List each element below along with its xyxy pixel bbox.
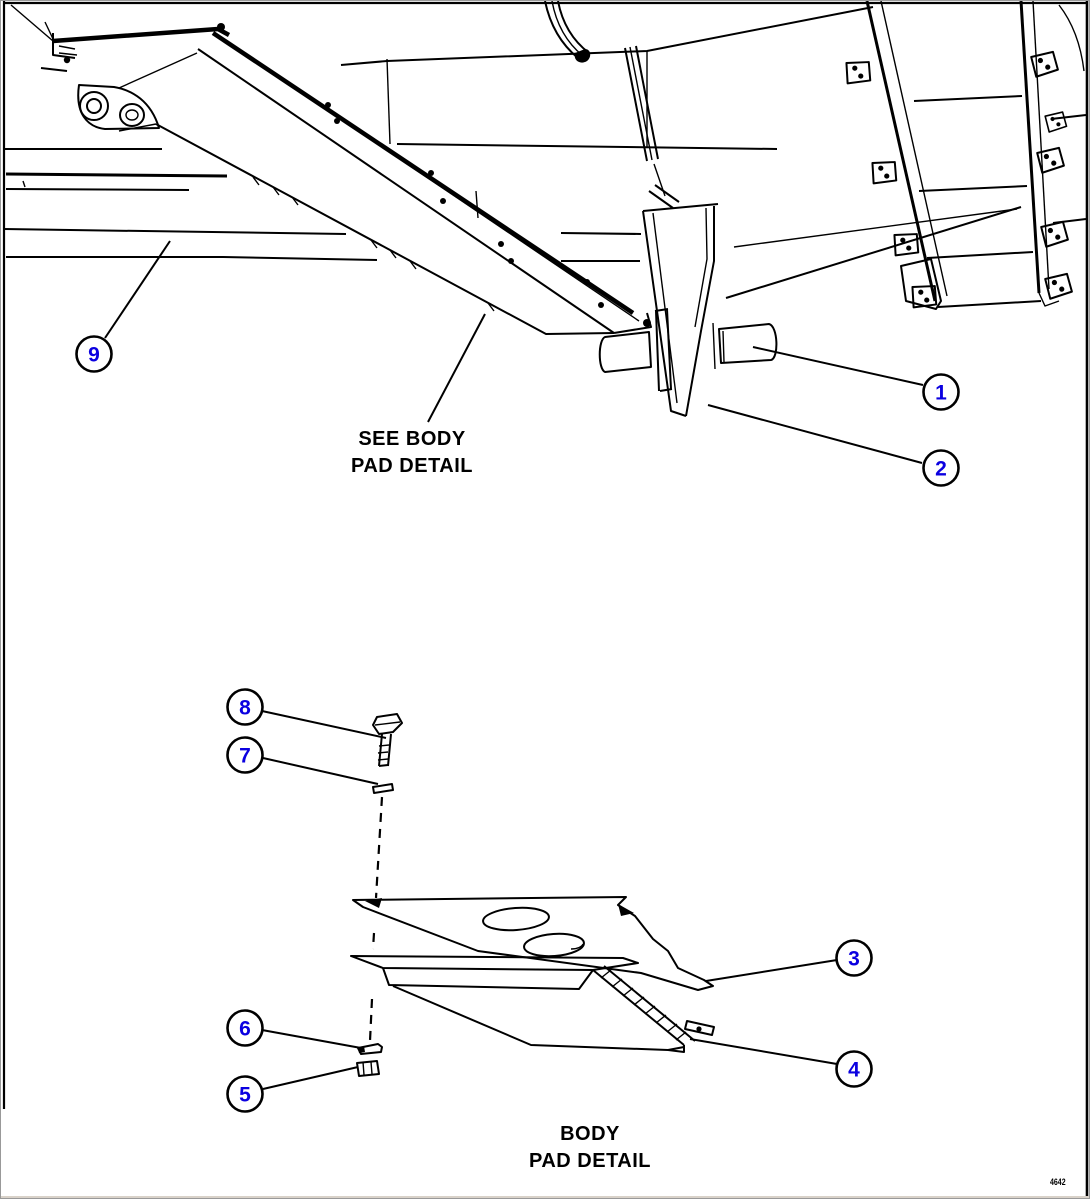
main-assembly-drawing <box>4 1 1086 416</box>
callout-number: 5 <box>239 1083 251 1107</box>
callout-number: 7 <box>239 744 251 768</box>
note-leader <box>428 314 485 422</box>
callout-5 <box>228 1067 359 1112</box>
callout-number: 3 <box>848 947 860 971</box>
callout-leader-line <box>105 241 170 338</box>
callout-9 <box>77 241 171 372</box>
lower-washer <box>358 1044 382 1054</box>
callout-leader-line <box>263 1067 358 1089</box>
callout-number: 6 <box>239 1017 251 1041</box>
callout-2 <box>708 405 959 486</box>
callout-leader-line <box>263 758 378 784</box>
hanger-bracket-and-pin <box>600 185 1021 416</box>
callout-6 <box>228 1011 362 1049</box>
rail-bolts <box>217 23 651 327</box>
callout-number: 8 <box>239 696 251 720</box>
callout-leader-line <box>262 1030 361 1048</box>
drawing-code: 4642 <box>1050 1177 1066 1187</box>
bolt <box>373 714 402 766</box>
callout-leader-line <box>706 960 837 981</box>
callout-number: 9 <box>88 343 100 367</box>
callout-3 <box>706 941 872 982</box>
parts-diagram-svg <box>1 1 1090 1199</box>
callout-4 <box>690 1039 872 1087</box>
callout-number: 1 <box>935 381 947 405</box>
body-pad-detail-caption <box>529 1121 651 1175</box>
note-leader-line <box>428 314 485 422</box>
callout-8 <box>228 690 387 739</box>
pad <box>351 956 714 1052</box>
nut <box>357 1061 379 1076</box>
see-body-pad-detail-note <box>351 426 473 480</box>
centerline <box>370 797 382 1041</box>
callout-leader-line <box>690 1039 837 1064</box>
cross-member <box>341 1 873 218</box>
body-pad-assembly <box>53 23 651 334</box>
page-frame <box>1 1 1090 1199</box>
note-line-1: SEE BODY <box>358 428 466 450</box>
mounting-plate <box>353 897 713 990</box>
callout-7 <box>228 738 379 785</box>
callout-leader-line <box>753 347 923 385</box>
upper-washer <box>373 784 393 793</box>
right-rails <box>844 1 1086 310</box>
note-line-2: PAD DETAIL <box>350 455 474 477</box>
callout-leader-line <box>708 405 922 463</box>
caption-line-1: BODY <box>560 1123 620 1145</box>
callouts <box>77 241 959 1112</box>
callout-number: 2 <box>935 457 947 481</box>
callout-number: 4 <box>848 1058 860 1082</box>
callout-leader-line <box>262 711 386 738</box>
body-pad-detail-drawing <box>351 714 714 1076</box>
callout-1 <box>753 347 959 410</box>
caption-line-2: PAD DETAIL <box>528 1150 652 1172</box>
